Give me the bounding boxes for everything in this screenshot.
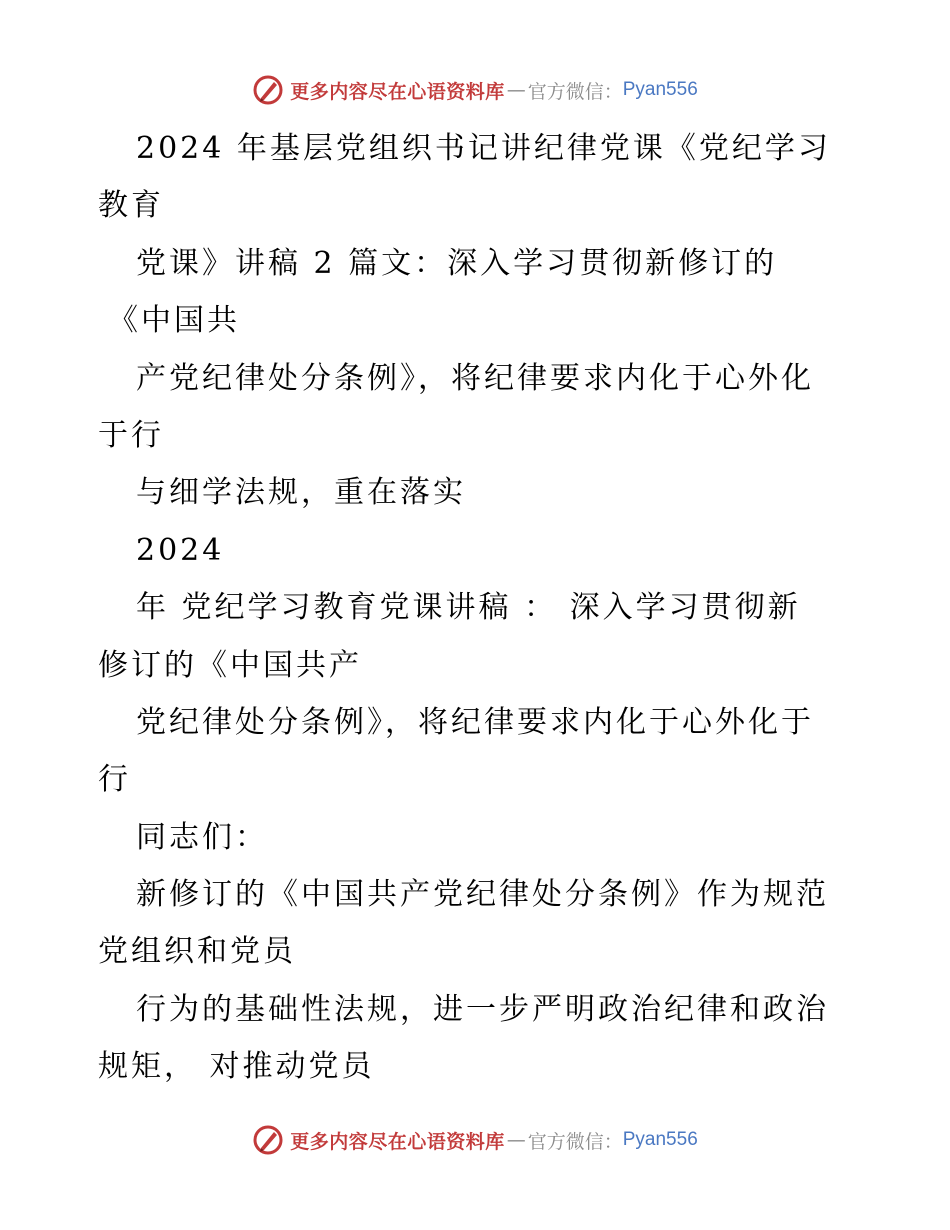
pen-circle-logo-icon bbox=[252, 74, 284, 106]
footer-banner-official-label: 官方微信： bbox=[527, 1130, 623, 1153]
document-title-line: 产党纪律处分条例》，将纪律要求内化于心外化 bbox=[136, 360, 814, 396]
paragraph-line: 行为的基础性法规，进一步严明政治纪律和政治 bbox=[136, 991, 829, 1027]
pen-circle-logo-icon bbox=[252, 1124, 284, 1156]
header-banner-text: 更多内容尽在心语资料库 bbox=[290, 80, 505, 103]
footer-banner-dash: — bbox=[506, 1129, 526, 1151]
document-title-line: 党课》讲稿 2 篇文：深入学习贯彻新修订的 bbox=[136, 245, 778, 281]
header-banner-dash: — bbox=[506, 79, 526, 101]
document-title-line: 于行 bbox=[98, 417, 164, 453]
footer-banner-wechat-id: Pyan556 bbox=[622, 1129, 698, 1150]
footer-watermark-banner bbox=[0, 1120, 950, 1160]
header-banner-wechat-id: Pyan556 bbox=[622, 79, 698, 100]
header-watermark-banner bbox=[0, 70, 950, 110]
paragraph-line: 党组织和党员 bbox=[98, 934, 296, 970]
document-title-line: 教育 bbox=[98, 188, 164, 224]
document-text-line: 2024 bbox=[136, 532, 225, 568]
document-text-line: 行 bbox=[98, 762, 131, 798]
document-text-line: 党纪律处分条例》，将纪律要求内化于心外化于 bbox=[136, 704, 814, 740]
document-body bbox=[98, 120, 858, 1096]
salutation-line: 同志们： bbox=[136, 819, 268, 855]
header-banner-official-label: 官方微信： bbox=[527, 80, 623, 103]
document-text-line: 年 党纪学习教育党课讲稿 ： 深入学习贯彻新 bbox=[136, 590, 801, 626]
paragraph-line: 规矩， 对推动党员 bbox=[98, 1049, 375, 1085]
footer-banner-text: 更多内容尽在心语资料库 bbox=[290, 1130, 505, 1153]
paragraph-line: 新修订的《中国共产党纪律处分条例》作为规范 bbox=[136, 877, 829, 913]
document-subtitle-line: 与细学法规，重在落实 bbox=[136, 475, 466, 511]
document-title-line: 《中国共 bbox=[108, 303, 240, 339]
document-title-line: 2024 年基层党组织书记讲纪律党课《党纪学习 bbox=[136, 131, 831, 166]
document-text-line: 修订的《中国共产 bbox=[98, 647, 362, 683]
